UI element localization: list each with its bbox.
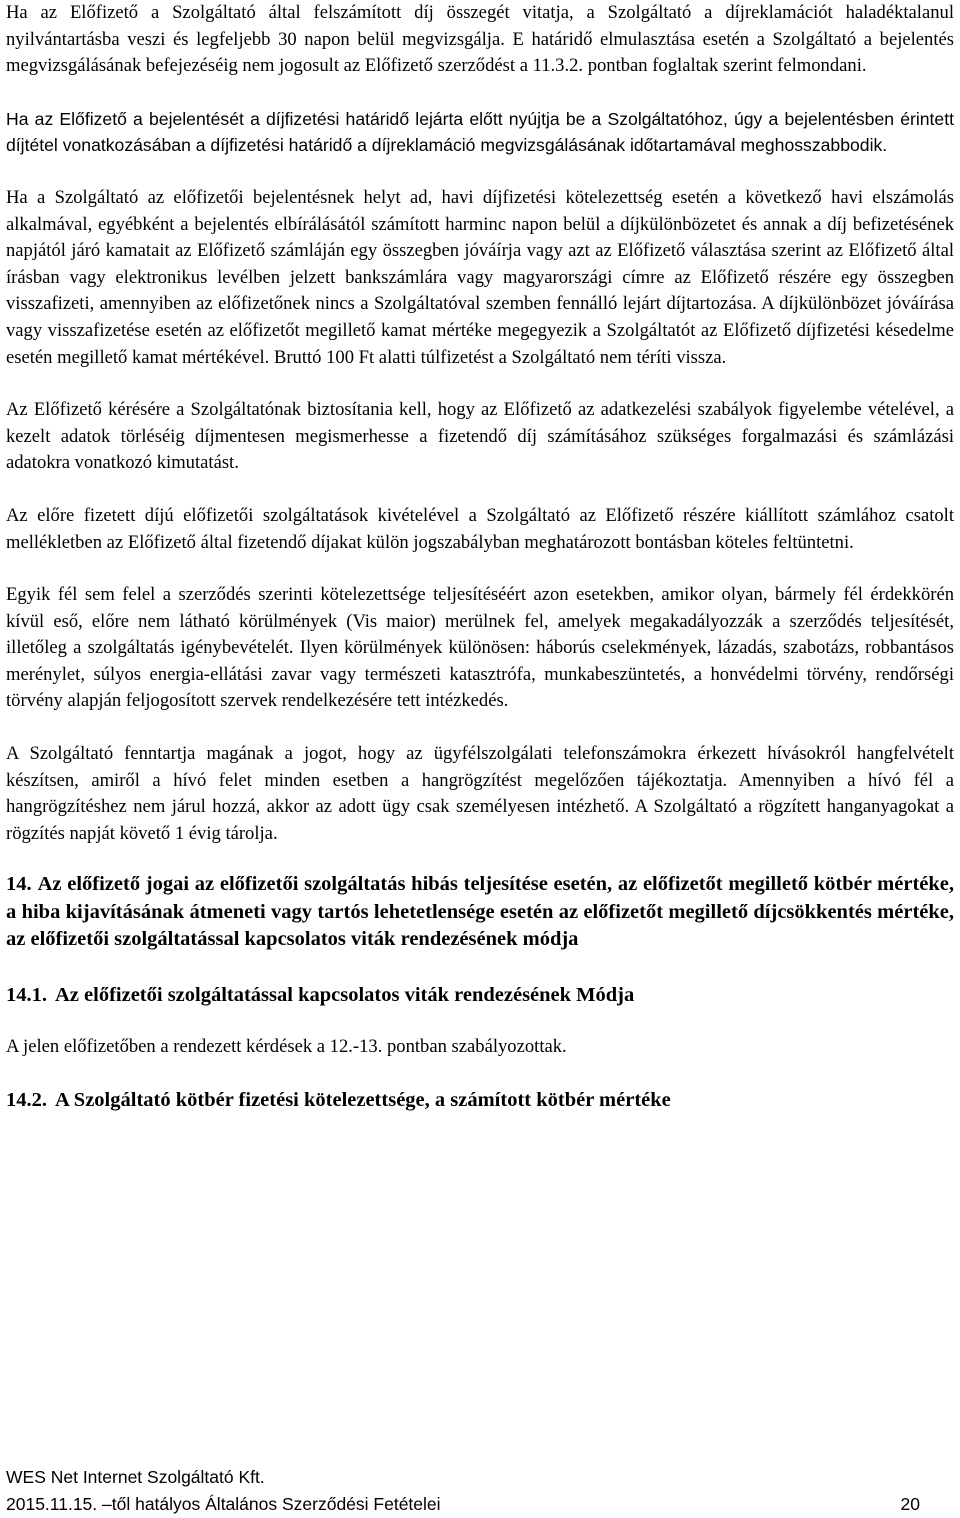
- section-14-1-title: Az előfizetői szolgáltatással kapcsolatos viták rendezésének Módja: [55, 983, 635, 1006]
- section-14-title: Az előfizető jogai az előfizetői szolgáltatás hibás teljesítése esetén, az előfizetőt megillető kötbér mértéke, a hiba kijavításának átmeneti vagy tartós lehetetlensége esetén az előfizetőt megillető díjcsökkentés mértéke, az előfizetői szolgáltatással kapcsolatos viták rendezésének módja: [6, 873, 954, 951]
- section-14-2-number: 14.2.: [6, 1088, 47, 1111]
- page-footer: [6, 1464, 920, 1518]
- section-14-1-heading: [6, 982, 954, 1008]
- section-14-heading: [6, 871, 954, 954]
- footer-validity: 2015.11.15. –től hatályos Általános Szerződési Fetételei: [6, 1494, 441, 1514]
- section-14-2-title: A Szolgáltató kötbér fizetési kötelezettsége, a számított kötbér mértéke: [55, 1088, 671, 1111]
- paragraph-deadline-extension: Ha az Előfizető a bejelentését a díjfizetési határidő lejárta előtt nyújtja be a Szolgáltatóhoz, úgy a bejelentésben érintett díjtétel vonatkozásában a díjfizetési határidő a díjreklamáció megvizsgálásának időtartamával meghosszabbodik.: [6, 108, 954, 156]
- paragraph-dispute-fees: Ha az Előfizető a Szolgáltató által felszámított díj összegét vitatja, a Szolgáltató a díjreklamációt haladéktalanul nyilvántartásba veszi és legfeljebb 30 napon belül megvizsgálja. E határidő elmulasztása esetén a Szolgáltató a bejelentés megvizsgálásának befejezéséig nem jogosult az Előfizető szerződést a 11.3.2. pontban foglaltak szerint felmondani.: [6, 2, 954, 77]
- document-page: [6, 0, 954, 1113]
- page-number: 20: [900, 1494, 920, 1514]
- section-14-1-number: 14.1.: [6, 983, 47, 1006]
- paragraph-refund: Ha a Szolgáltató az előfizetői bejelentésnek helyt ad, havi díjfizetési kötelezettség esetén a következő havi elszámolás alkalmával, egyébként a bejelentés elbírálásától számított harminc napon belül a díjkülönbözetet és annak a díj befizetésének napjától járó kamatait az Előfizető számláján egy összegben jóváírja vagy azt az Előfizető választása szerint az Előfizető által írásban vagy elektronikus levélben jelzett bankszámlára vagy magyarországi címre az Előfizető részére egy összegben visszafizeti, amennyiben az előfizetőnek nincs a Szolgáltatóval szemben fennálló lejárt díjtartozása. A díjkülönbözet jóváírása vagy visszafizetése esetén az előfizetőt megillető kamat mértéke megegyezik a Szolgáltatót az Előfizető díjfizetési késedelme esetén megillető kamat mértékével. Bruttó 100 Ft alatti túlfizetést a Szolgáltató nem téríti vissza.: [6, 186, 954, 368]
- paragraph-invoice-annex: Az előre fizetett díjú előfizetői szolgáltatások kivételével a Szolgáltató az Előfizető részére kiállított számlához csatolt mellékletben az Előfizető által fizetendő díjakat külön jogszabályban meghatározott bontásban köteles feltüntetni.: [6, 504, 954, 553]
- footer-company: WES Net Internet Szolgáltató Kft.: [6, 1467, 265, 1487]
- paragraph-vis-maior: Egyik fél sem felel a szerződés szerinti kötelezettsége teljesítéséért azon esetekben, amikor olyan, bármely fél érdekkörén kívül eső, előre nem látható körülmények (Vis maior) merülnek fel, amelyek megakadályozzák a szerződés teljesítését, illetőleg a szolgáltatás igénybevételét. Ilyen körülmények különösen: háborús cselekmények, lázadás, szabotázs, robbantásos merénylet, súlyos energia-ellátási zavar vagy természeti katasztrófa, munkabeszüntetés, a honvédelmi törvény, rendőrségi törvény alapján feljogosított szervek rendelkezésére tett intézkedés.: [6, 584, 954, 712]
- paragraph-call-recording: A Szolgáltató fenntartja magának a jogot, hogy az ügyfélszolgálati telefonszámokra érkezett hívásokról hangfelvételt készítsen, amiről a hívó felet minden esetben a hangrögzítést megelőzően tájékoztatja. Amennyiben a hívó fél a hangrögzítéshez nem járul hozzá, akkor az adott ügy csak személyesen intézhető. A Szolgáltató a rögzített hanganyagokat a rögzítés napját követő 1 évig tárolja.: [6, 743, 954, 844]
- footer-bottom-row: [6, 1491, 920, 1518]
- paragraph-traffic-data: Az Előfizető kérésére a Szolgáltatónak biztosítania kell, hogy az Előfizető az adatkezelési szabályok figyelembe vételével, a kezelt adatok törléséig díjmentesen megismerhesse a fizetendő díj számításához szükséges forgalmazási és számlázási adatokra vonatkozó kimutatást.: [6, 399, 954, 474]
- section-14-2-heading: [6, 1087, 954, 1113]
- section-14-1-text: A jelen előfizetőben a rendezett kérdések a 12.-13. pontban szabályozottak.: [6, 1035, 567, 1057]
- section-14-number: 14.: [6, 873, 32, 896]
